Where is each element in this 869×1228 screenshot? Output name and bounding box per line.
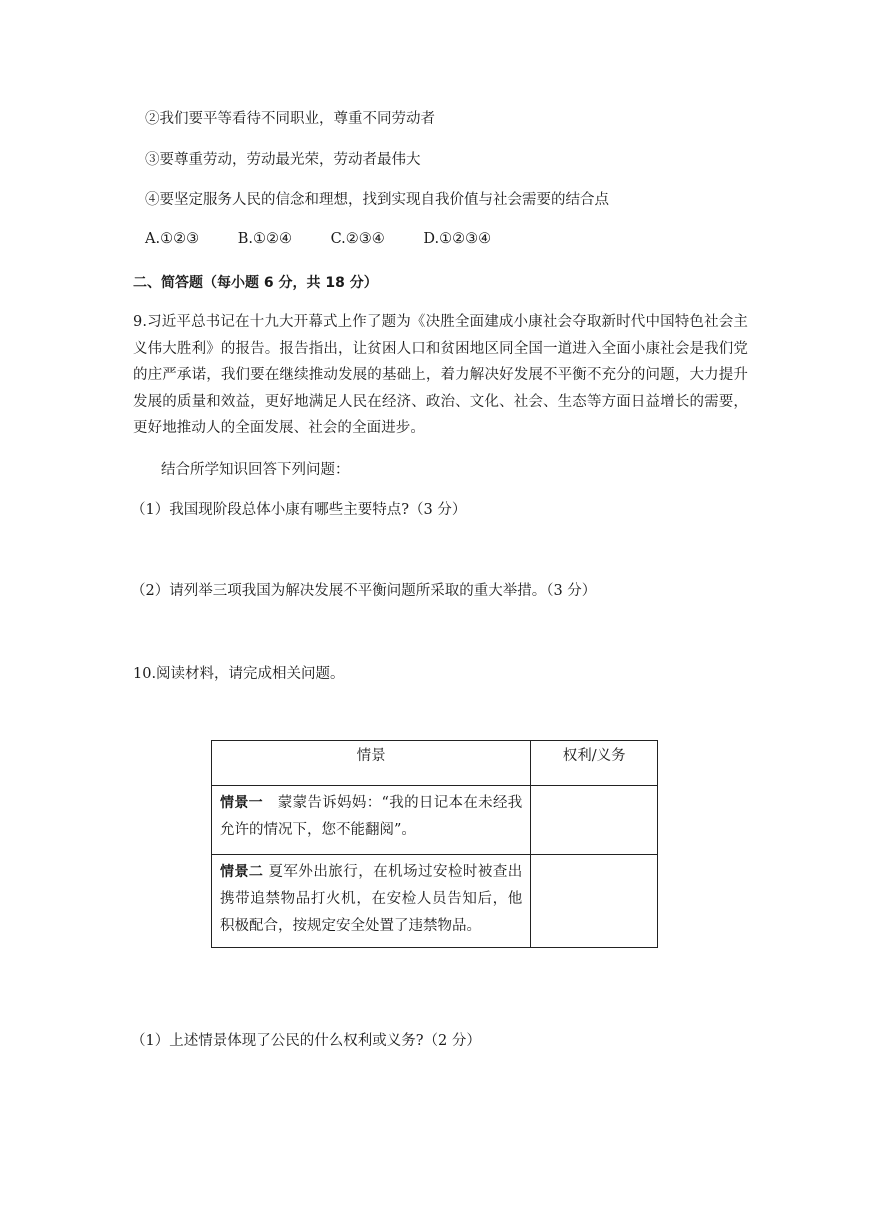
choice-b: B.①②④ — [237, 231, 292, 247]
situation-table — [211, 740, 658, 948]
scene-1-tag: 情景一 — [220, 795, 263, 811]
scene-1-text — [212, 786, 530, 848]
table-header-row — [212, 741, 658, 786]
table-row — [212, 786, 658, 855]
q10-sub1: （1）上述情景体现了公民的什么权利或义务?（2 分） — [131, 1033, 481, 1049]
header-scene: 情景 — [212, 741, 531, 786]
choice-d: D.①②③④ — [423, 231, 492, 247]
table-row — [212, 855, 658, 948]
section-title: 二、简答题（每小题 6 分，共 18 分） — [133, 275, 378, 291]
scene-2-text — [212, 855, 530, 944]
choice-c: C.②③④ — [330, 231, 385, 247]
q9-sub1: （1）我国现阶段总体小康有哪些主要特点?（3 分） — [131, 502, 467, 518]
choice-row — [145, 231, 525, 247]
option-statement-4: ④要坚定服务人民的信念和理想，找到实现自我价值与社会需要的结合点 — [145, 192, 609, 208]
header-right-duty: 权利/义务 — [531, 741, 658, 786]
scene-2-answer-cell[interactable] — [531, 855, 658, 948]
choice-a: A.①②③ — [145, 231, 200, 247]
scene-1-answer-cell[interactable] — [531, 786, 658, 855]
option-statement-2: ②我们要平等看待不同职业，尊重不同劳动者 — [145, 111, 435, 127]
q10-stem: 10.阅读材料，请完成相关问题。 — [133, 666, 345, 682]
option-statement-3: ③要尊重劳动，劳动最光荣，劳动者最伟大 — [145, 152, 421, 168]
scene-2-tag: 情景二 — [220, 864, 264, 880]
q9-prompt: 结合所学知识回答下列问题： — [161, 462, 350, 478]
scene-1-body: 蒙蒙告诉妈妈：“我的日记本在未经我允许的情况下，您不能翻阅”。 — [220, 795, 523, 838]
q9-sub2: （2）请列举三项我国为解决发展不平衡问题所采取的重大举措。（3 分） — [131, 583, 597, 599]
scene-2-body: 夏军外出旅行，在机场过安检时被查出携带追禁物品打火机，在安检人员告知后，他积极配合，按规定安全处置了违禁物品。 — [220, 864, 523, 934]
q9-stem: 9.习近平总书记在十九大开幕式上作了题为《决胜全面建成小康社会夺取新时代中国特色社会主义伟大胜利》的报告。报告指出，让贫困人口和贫困地区同全国一道进入全面小康社会是我们党的庄严承诺，我们要在继续推动发展的基础上，着力解决好发展不平衡不充分的问题，大力提升发展的质量和效益，更好地满足人民在经济、政治、文化、社会、生态等方面日益增长的需要，更好地推动人的全面发展、社会的全面进步。 — [133, 314, 748, 436]
